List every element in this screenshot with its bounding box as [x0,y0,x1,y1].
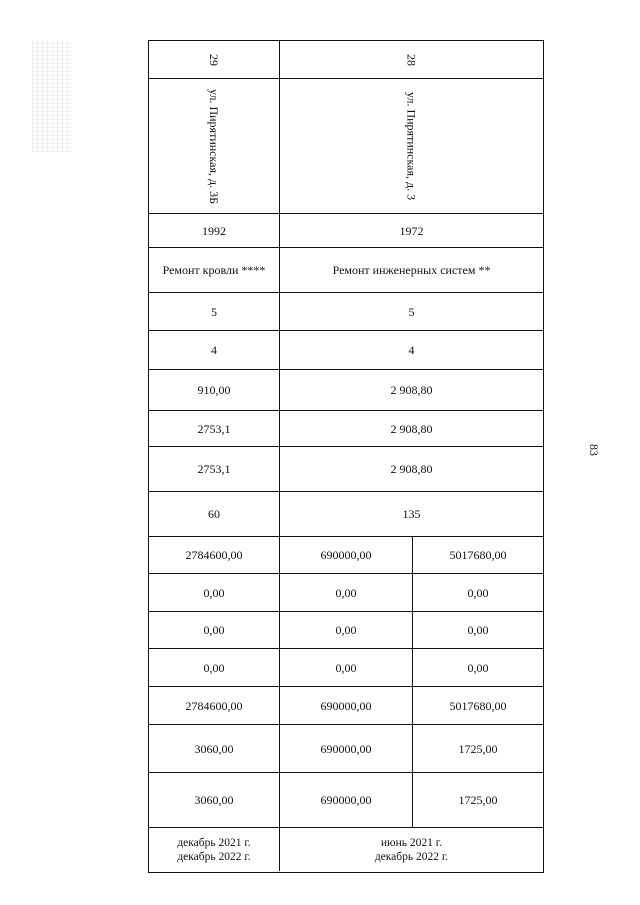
right-cost-final-1: 690000,00 [280,687,413,725]
left-address: ул. Пирятинская, д. 3Б [207,88,221,204]
left-area-c: 2753,1 [149,447,280,492]
left-year: 1992 [149,214,280,248]
left-period: декабрь 2021 г. декабрь 2022 г. [149,828,280,871]
right-number-cell [280,41,543,79]
right-area-b: 2 908,80 [280,411,543,447]
left-work-type: Ремонт кровли **** [149,248,280,293]
right-val-a: 5 [280,293,543,331]
left-number-cell [149,41,280,79]
right-unit-a1: 690000,00 [280,725,413,773]
right-unit-a2: 1725,00 [413,725,543,773]
left-val-b: 4 [149,331,280,370]
right-fund-1b: 0,00 [413,574,543,612]
right-address: ул. Пирятинская, д. 3 [404,91,419,201]
left-number: 29 [207,53,221,66]
right-period: июнь 2021 г. декабрь 2022 г. [374,836,449,863]
right-fund-1a: 0,00 [280,574,413,612]
left-fund-3: 0,00 [149,649,280,687]
right-fund-3a: 0,00 [280,649,413,687]
right-area-a: 2 908,80 [280,370,543,411]
right-fund-2a: 0,00 [280,612,413,649]
right-unit-b1: 690000,00 [280,773,413,828]
right-fund-3b: 0,00 [413,649,543,687]
right-year: 1972 [280,214,543,248]
right-cost-total-1: 690000,00 [280,537,413,574]
right-val-b: 4 [280,331,543,370]
page-number: 83 [587,444,601,456]
right-number: 28 [404,53,419,66]
left-unit-a: 3060,00 [149,725,280,773]
right-cost-final-2: 5017680,00 [413,687,543,725]
right-address-cell [280,79,543,214]
left-area-a: 910,00 [149,370,280,411]
right-unit-b2: 1725,00 [413,773,543,828]
right-fund-2b: 0,00 [413,612,543,649]
right-area-c: 2 908,80 [280,447,543,492]
left-address-cell [149,79,280,214]
left-val-a: 5 [149,293,280,331]
works-table [148,40,544,873]
right-work-type: Ремонт инженерных систем ** [280,248,543,293]
right-cost-total-2: 5017680,00 [413,537,543,574]
right-count: 135 [280,492,543,537]
left-area-b: 2753,1 [149,411,280,447]
left-unit-b: 3060,00 [149,773,280,828]
left-cost-final: 2784600,00 [149,687,280,725]
left-fund-2: 0,00 [149,612,280,649]
left-fund-1: 0,00 [149,574,280,612]
left-cost-total: 2784600,00 [149,537,280,574]
left-count: 60 [149,492,280,537]
scan-artifact [32,40,72,152]
